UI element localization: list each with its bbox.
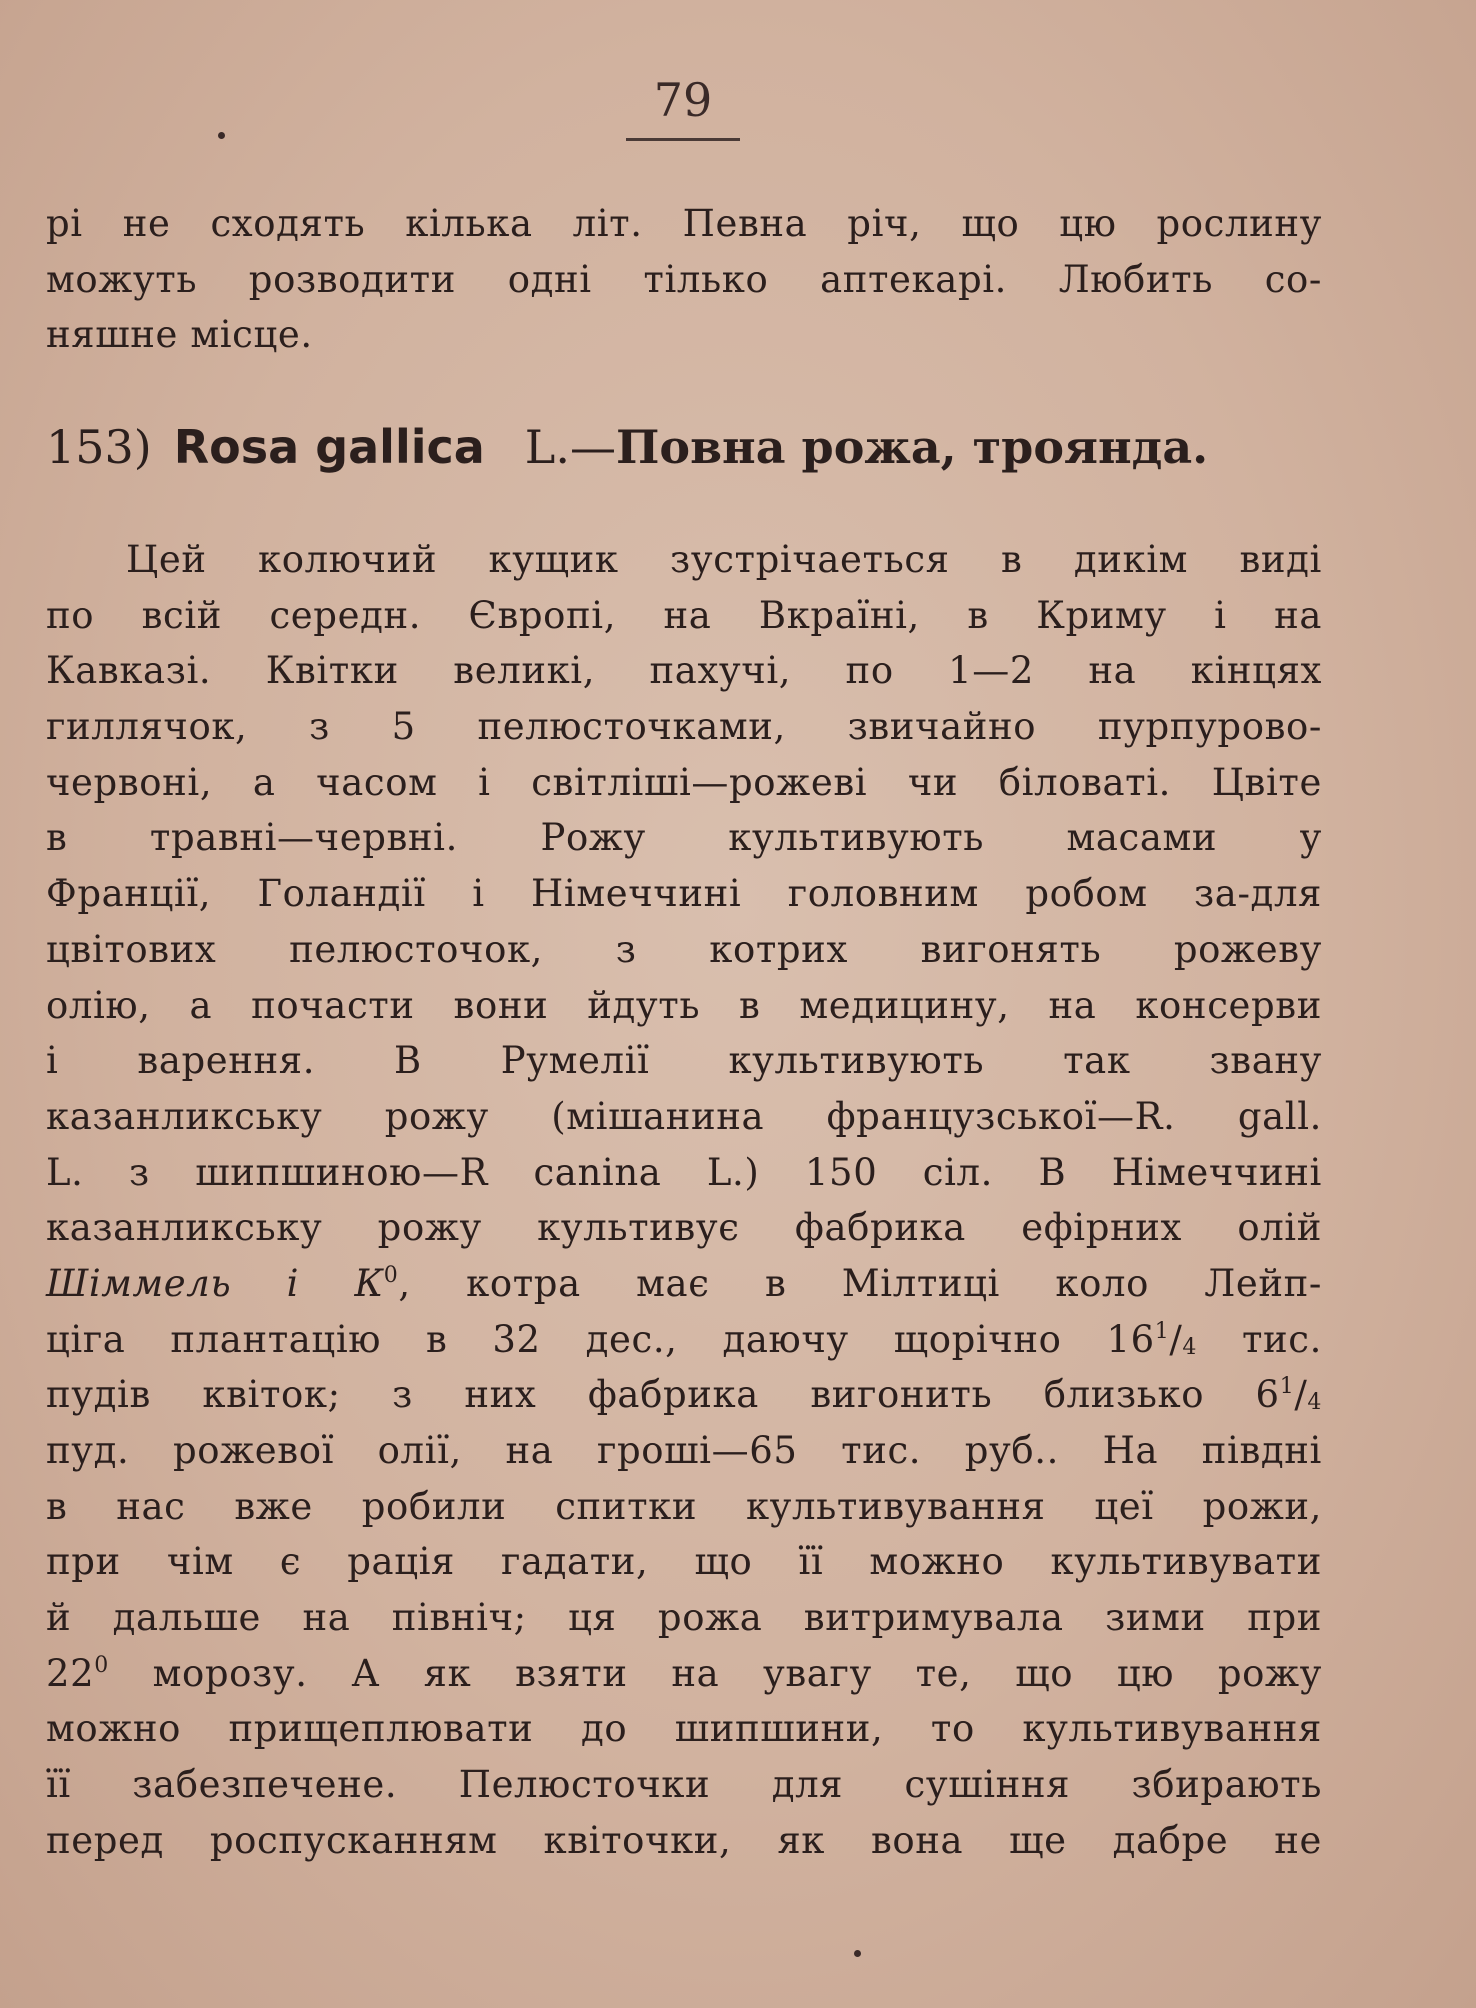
text-line: і варення. В Румелії культивують так звану — [46, 1039, 1322, 1083]
text-fragment: тис. — [1197, 1317, 1322, 1361]
company-name: Шіммель і К — [46, 1261, 384, 1305]
fraction-slash: / — [1169, 1317, 1183, 1361]
latin-name: Rosa gallica — [173, 420, 485, 474]
fraction-denominator: 4 — [1307, 1390, 1322, 1416]
text-fragment: 22 — [46, 1651, 95, 1695]
text-line: няшне місце. — [46, 313, 313, 357]
page-number: 79 — [653, 73, 713, 127]
continuation-paragraph — [46, 196, 1322, 363]
print-speck — [218, 132, 225, 139]
text-line: можно прищеплювати до шипшини, то культивування — [46, 1707, 1322, 1751]
text-line: можуть розводити одні тілько аптекарі. Любить со- — [46, 257, 1322, 301]
text-line: рі не сходять кілька літ. Певна річ, що цю рослину — [46, 202, 1322, 245]
fraction-slash: / — [1294, 1373, 1308, 1417]
text-line: гиллячок, з 5 пелюсточками, звичайно пурпурово- — [46, 705, 1322, 749]
text-line: й дальше на північ; ця рожа витримувала зими при — [46, 1596, 1322, 1640]
company-superscript: 0 — [383, 1262, 399, 1288]
text-line — [46, 1367, 1322, 1423]
text-line: по всій середн. Європі, на Вкраїні, в Криму і на — [46, 593, 1322, 637]
entry-number: 153) — [46, 420, 152, 474]
fraction-numerator: 1 — [1279, 1374, 1295, 1400]
author-abbreviation: L.— — [524, 420, 616, 474]
text-line: L. з шипшиною—R canina L.) 150 сіл. В Німеччині — [46, 1150, 1322, 1194]
text-fragment: морозу. А як взяти на увагу те, що цю рожу — [108, 1651, 1322, 1695]
entry-heading — [46, 412, 1286, 482]
degree-superscript: 0 — [94, 1652, 109, 1678]
text-line: цвітових пелюсточок, з котрих вигонять рожеву — [46, 927, 1322, 971]
fraction-denominator: 4 — [1182, 1334, 1198, 1360]
text-line: при чім є рація гадати, що її можно культивувати — [46, 1540, 1322, 1584]
text-line: в травні—червні. Рожу культивують масами у — [46, 816, 1322, 860]
text-fragment: пудів квіток; з них фабрика вигонить близько 6 — [46, 1373, 1280, 1417]
text-line: казанликську рожу (мішанина французської—R. gall. — [46, 1094, 1322, 1138]
text-line: олію, а почасти вони йдуть в медицину, на консерви — [46, 983, 1322, 1027]
page-number-rule — [626, 138, 740, 141]
text-line: казанликську рожу культивує фабрика ефірних олій — [46, 1206, 1322, 1250]
text-line: пуд. рожевої олії, на гроші—65 тис. руб.. На півдні — [46, 1429, 1322, 1472]
text-line — [46, 1312, 1322, 1368]
text-line: Франції, Голандії і Німеччині головним робом за-для — [46, 872, 1322, 916]
text-line: червоні, а часом і світліші—рожеві чи біловаті. Цвіте — [46, 760, 1322, 804]
text-line — [46, 1256, 1322, 1312]
text-line: в нас вже робили спитки культивування цеї рожи, — [46, 1484, 1322, 1528]
text-fragment: , котра має в Мілтиці коло Лейп- — [398, 1261, 1322, 1305]
text-line: Кавказі. Квітки великі, пахучі, по 1—2 на кінцях — [46, 649, 1322, 693]
text-fragment: ціга плантацію в 32 дес., даючу щорічно 16 — [46, 1317, 1155, 1361]
text-line: її забезпечене. Пелюсточки для сушіння збирають — [46, 1763, 1322, 1807]
print-speck — [854, 1950, 861, 1957]
text-line: Цей колючий кущик зустрічаеться в дикім виді — [126, 538, 1322, 581]
fraction-numerator: 1 — [1154, 1318, 1170, 1344]
text-line: перед роспусканням квіточки, як вона ще дабре не — [46, 1818, 1322, 1862]
common-name: Повна рожа, троянда. — [615, 420, 1209, 474]
entry-paragraph — [46, 532, 1322, 1869]
text-line — [46, 1646, 1322, 1702]
